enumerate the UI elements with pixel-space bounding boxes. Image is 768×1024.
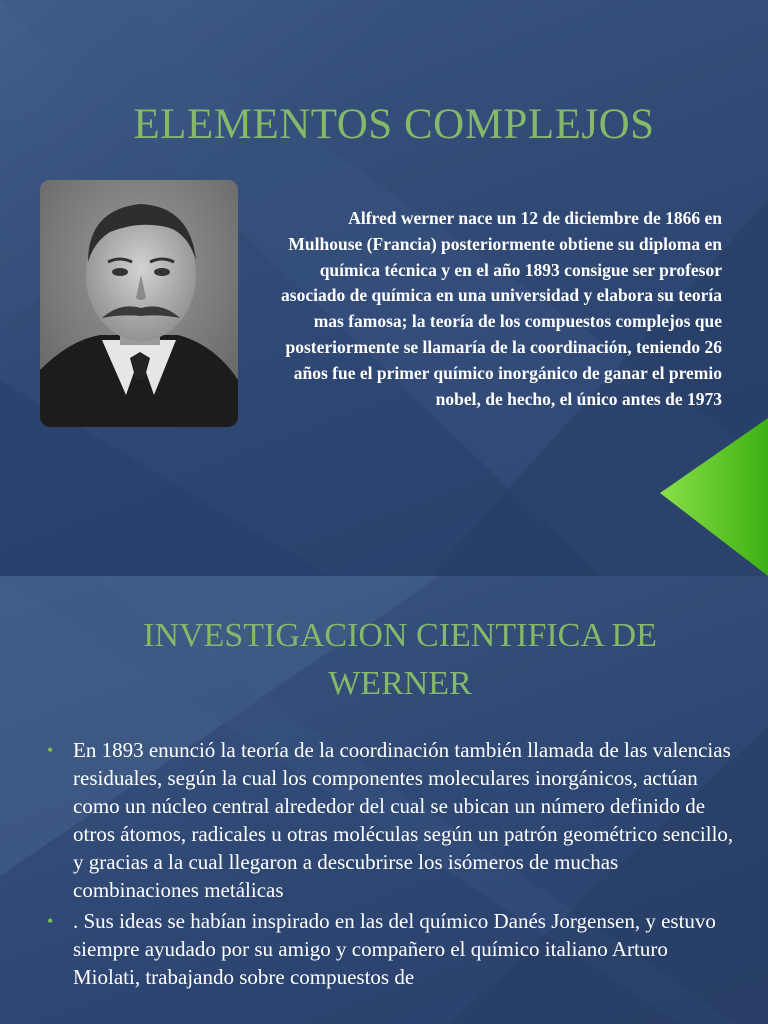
slide-title: ELEMENTOS COMPLEJOS bbox=[133, 101, 655, 148]
slide-title: INVESTIGACION CIENTIFICA DE WERNER bbox=[143, 617, 657, 702]
bullet-icon: • bbox=[47, 740, 54, 760]
bullet-text: En 1893 enunció la teoría de la coordinación también llamada de las valencias residuales, según la cual los componentes moleculares inorgánicos, actúan como un núcleo central alrededor del cual se ubican un número definido de otros átomos, radicales u otras moléculas según un patrón geométrico sencillo, y gracias a la cual llegaron a descubrirse los isómeros de muchas combinaciones metálicas bbox=[73, 738, 734, 902]
biography-text: Alfred werner nace un 12 de diciembre de 1866 en Mulhouse (Francia) posteriormente obtiene su diploma en química técnica y en el año 1893 consigue ser profesor asociado de química en una universidad y elabora su teoría mas famosa; la teoría de los compuestos complejos que posteriormente se llamaría de la coordinación, teniendo 26 años fue el primer químico inorgánico de ganar el premio nobel, de hecho, el único antes de 1973 bbox=[281, 208, 722, 409]
portrait-photo bbox=[40, 180, 238, 427]
bullet-item bbox=[40, 736, 740, 904]
slide-2 bbox=[0, 576, 768, 1024]
bullet-text: . Sus ideas se habían inspirado en las del químico Danés Jorgensen, y estuvo siempre ayudado por su amigo y compañero el químico italiano Arturo Miolati, trabajando sobre compuestos de bbox=[73, 909, 716, 989]
portrait-image bbox=[40, 180, 238, 427]
bullet-list bbox=[40, 736, 740, 994]
bullet-item bbox=[40, 907, 740, 991]
bullet-icon: • bbox=[47, 911, 54, 931]
